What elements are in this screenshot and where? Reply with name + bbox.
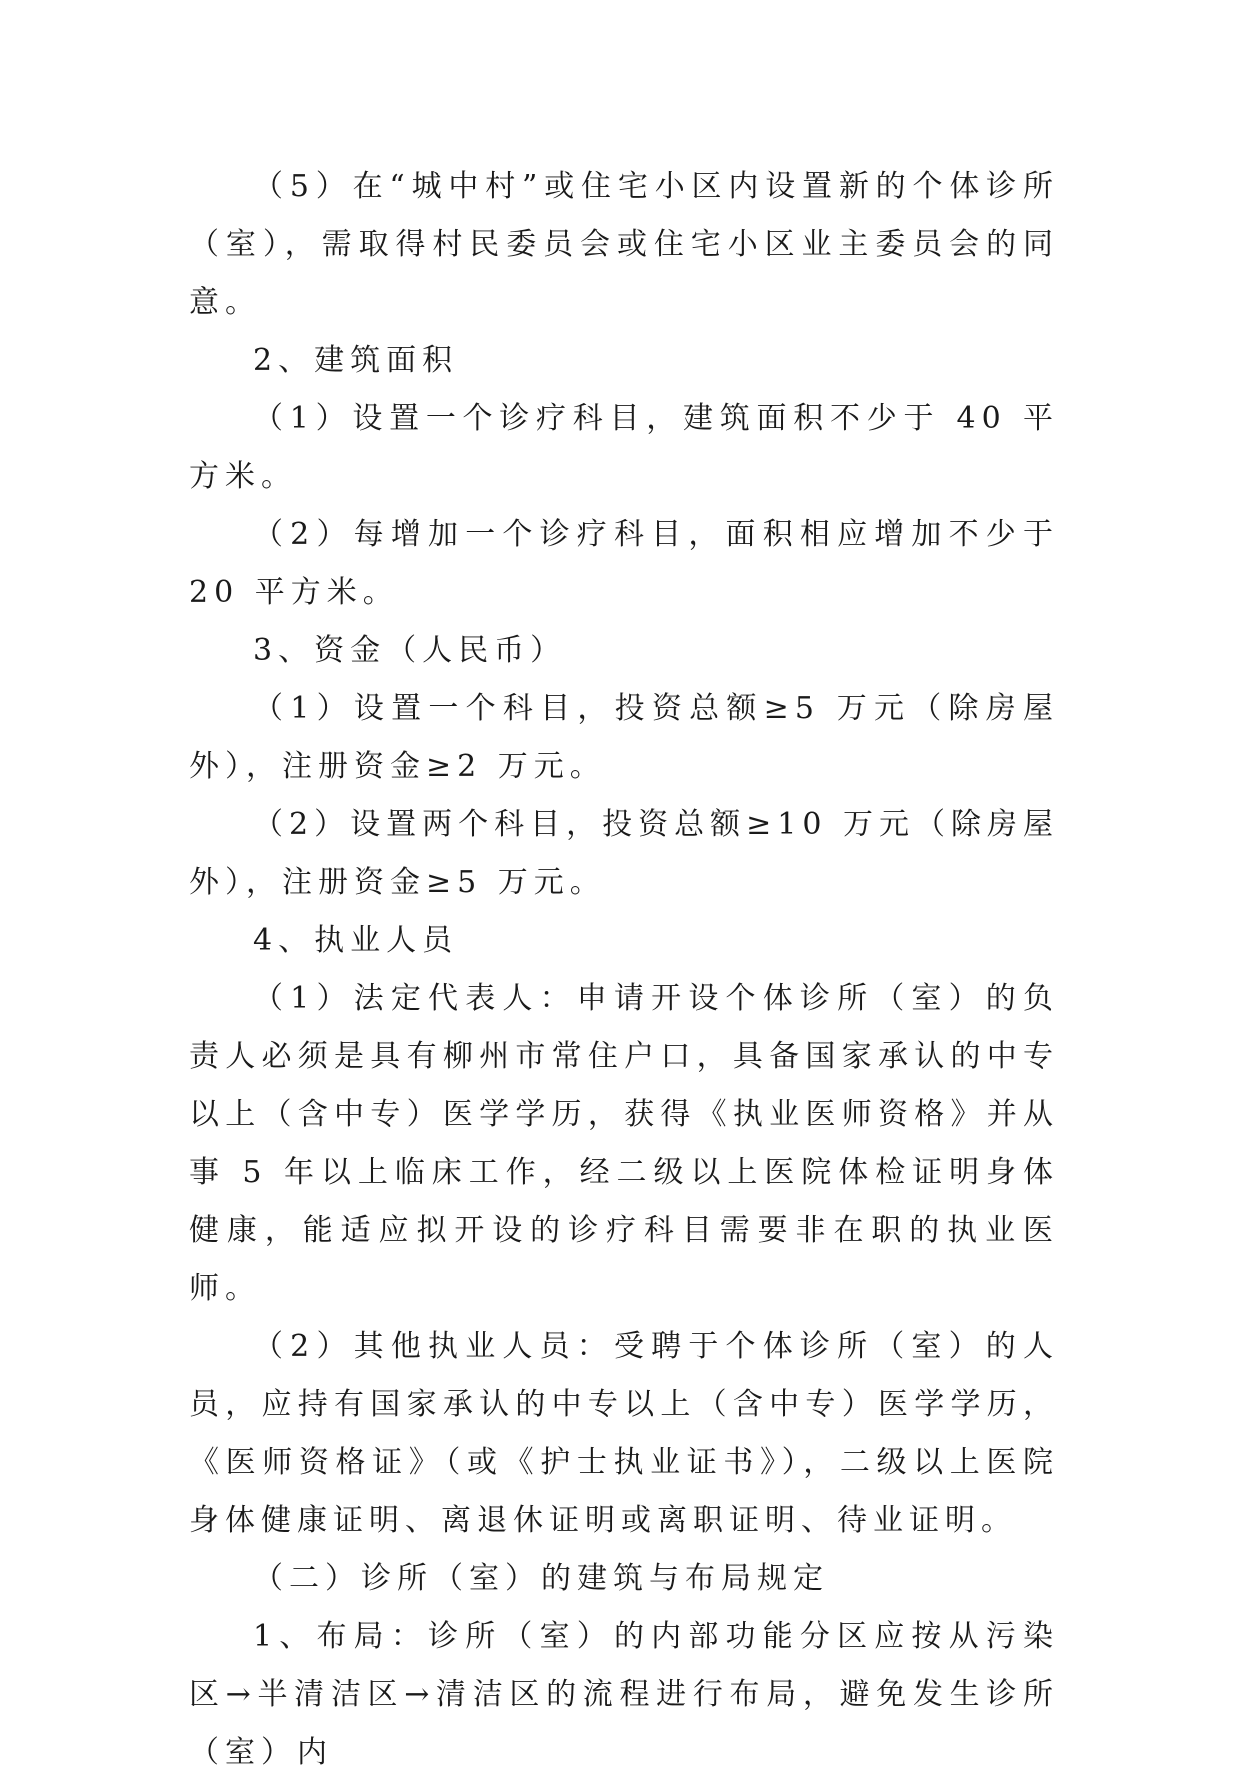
paragraph-funds-one-subject: （1）设置一个科目，投资总额≥5 万元（除房屋外），注册资金≥2 万元。 (189, 691, 1059, 784)
heading-building-layout-rules: （二）诊所（室）的建筑与布局规定 (253, 1561, 829, 1596)
document-body (189, 158, 1059, 1782)
heading-building-area: 2、建筑面积 (253, 343, 459, 378)
paragraph-funds-two-subjects: （2）设置两个科目，投资总额≥10 万元（除房屋外），注册资金≥5 万元。 (189, 807, 1059, 900)
paragraph-area-additional-subject: （2）每增加一个诊疗科目，面积相应增加不少于 20 平方米。 (189, 517, 1059, 610)
heading-practitioners: 4、执业人员 (253, 923, 459, 958)
paragraph-area-one-subject: （1）设置一个诊疗科目，建筑面积不少于 40 平方米。 (189, 401, 1059, 494)
paragraph-item-5-approval: （5）在“城中村”或住宅小区内设置新的个体诊所（室），需取得村民委员会或住宅小区业主委员会的同意。 (189, 169, 1059, 320)
heading-funds: 3、资金（人民币） (253, 633, 567, 668)
paragraph-legal-representative: （1）法定代表人：申请开设个体诊所（室）的负责人必须是具有柳州市常住户口，具备国家承认的中专以上（含中专）医学学历，获得《执业医师资格》并从事 5 年以上临床工作，经二级以上医院体检证明身体健康，能适应拟开设的诊疗科目需要非在职的执业医师。 (189, 981, 1059, 1306)
paragraph-other-practitioners: （2）其他执业人员：受聘于个体诊所（室）的人员，应持有国家承认的中专以上（含中专）医学学历，《医师资格证》（或《护士执业证书》），二级以上医院身体健康证明、离退休证明或离职证明、待业证明。 (189, 1329, 1059, 1538)
paragraph-layout: 1、布局：诊所（室）的内部功能分区应按从污染区→半清洁区→清洁区的流程进行布局，避免发生诊所（室）内 (189, 1619, 1059, 1770)
